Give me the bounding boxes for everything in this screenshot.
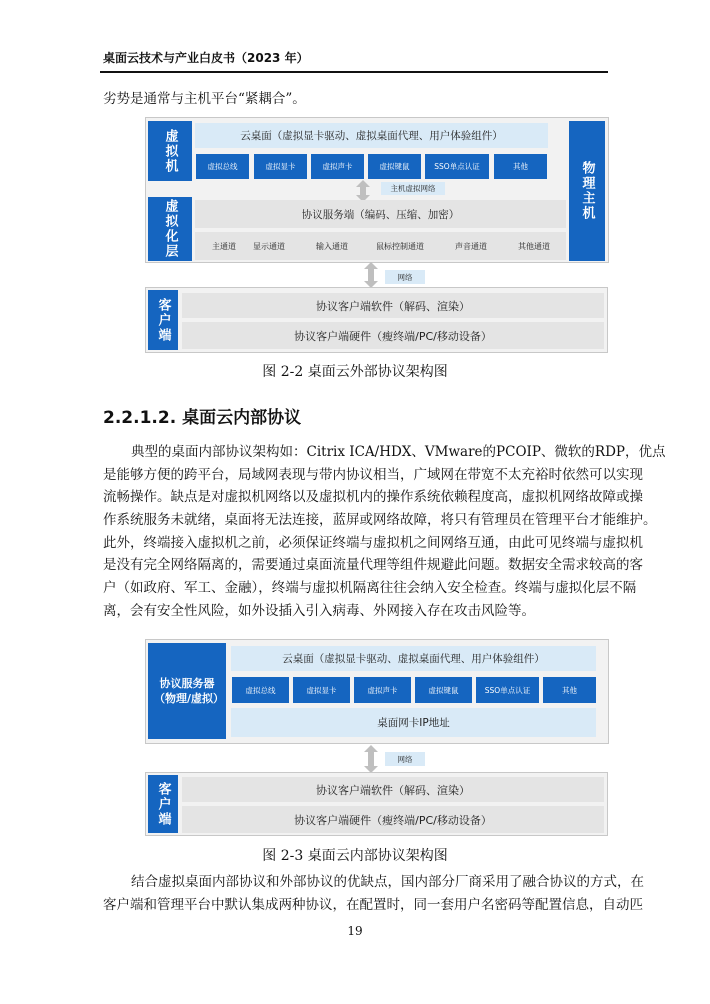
driver-other: 其他: [494, 154, 547, 179]
body-line-3: 流畅操作。缺点是对虚拟机网络以及虚拟机内的操作系统依赖程度高，虚拟机网络故障或操: [103, 489, 643, 506]
physical-host-label: 物理主机: [569, 121, 605, 261]
body-paragraph: [103, 441, 666, 623]
driver2-other: 其他: [543, 677, 596, 703]
figure2-caption: 图 2-3 桌面云内部协议架构图: [262, 848, 448, 864]
cloud-desktop-box-2: 云桌面（虚拟显卡驱动、虚拟桌面代理、用户体验组件）: [231, 646, 596, 671]
body-line-6: 是没有完全网络隔离的，需要通过桌面流量代理等组件规避此问题。数据安全需求较高的客: [103, 557, 643, 574]
client-hardware-box-2: 协议客户端硬件（瘦终端/PC/移动设备）: [182, 806, 604, 833]
driver2-virtual-sound: 虚拟声卡: [354, 677, 411, 703]
virtualization-layer-label: 虚拟化层: [148, 197, 192, 261]
cloud-desktop-box: 云桌面（虚拟显卡驱动、虚拟桌面代理、用户体验组件）: [195, 123, 548, 148]
network-arrow-2: [363, 745, 379, 773]
vm-label: 虚拟机: [148, 121, 192, 181]
driver2-virtual-bus: 虚拟总线: [232, 677, 289, 703]
page-number: 19: [347, 924, 363, 938]
channel-main: 主通道: [212, 241, 236, 251]
body-line-5: 此外，终端接入虚拟机之前，必须保证终端与虚拟机之间网络互通，由此可见终端与虚拟机: [103, 534, 643, 551]
channel-mouse-control: 鼠标控制通道: [376, 241, 424, 251]
nic-ip-box: 桌面网卡IP地址: [231, 708, 596, 737]
body-line-4: 作系统服务未就绪，桌面将无法连接，蓝屏或网络故障，将只有管理员在管理平台才能维护。: [103, 512, 657, 529]
network-tag: 网络: [385, 270, 425, 284]
channel-display: 显示通道: [253, 241, 285, 251]
driver2-virtual-kbm: 虚拟键鼠: [415, 677, 472, 703]
header-rule: [100, 71, 608, 73]
host-network-tag: 主机虚拟网络: [381, 182, 445, 195]
figure1-caption: 图 2-2 桌面云外部协议架构图: [262, 364, 448, 380]
driver-virtual-sound: 虚拟声卡: [311, 154, 364, 179]
protocol-server-box: 协议服务端（编码、压缩、加密）: [195, 200, 566, 228]
driver-sso: SSO单点认证: [425, 154, 489, 179]
driver-virtual-kbm: 虚拟键鼠: [368, 154, 421, 179]
channel-input: 输入通道: [316, 241, 348, 251]
protocol-server-label: 协议服务器（物理/虚拟）: [148, 643, 226, 739]
channel-other: 其他通道: [518, 241, 550, 251]
intro-line: [103, 88, 607, 111]
client-label: 客户端: [148, 290, 178, 350]
channel-sound: 声音通道: [455, 241, 487, 251]
closing-paragraph: [103, 871, 644, 916]
intro-text: 劣势是通常与主机平台“紧耦合”。: [103, 91, 306, 107]
body-line-7: 户（如政府、军工、金融），终端与虚拟机隔离往往会纳入安全检查。终端与虚拟化层不隔: [103, 580, 637, 597]
body-line-1: 典型的桌面内部协议架构如：Citrix ICA/HDX、VMware的PCOIP、微软的RDP，优点: [131, 444, 666, 460]
running-header: 桌面云技术与产业白皮书（2023 年）: [103, 51, 309, 65]
driver2-virtual-gpu: 虚拟显卡: [293, 677, 350, 703]
closing-line-2: 客户端和管理平台中默认集成两种协议，在配置时，同一套用户名密码等配置信息，自动匹: [103, 896, 643, 913]
body-line-8: 离，会有安全性风险，如外设插入引入病毒、外网接入存在攻击风险等。: [103, 602, 535, 619]
host-network-arrow: [355, 180, 371, 202]
body-line-2: 是能够方便的跨平台，局域网表现与带内协议相当，广域网在带宽不太充裕时依然可以实现: [103, 466, 643, 483]
client-hardware-box: 协议客户端硬件（瘦终端/PC/移动设备）: [182, 322, 604, 349]
client-label-2: 客户端: [148, 775, 178, 833]
driver2-sso: SSO单点认证: [476, 677, 539, 703]
driver-virtual-bus: 虚拟总线: [196, 154, 249, 179]
network-tag-2: 网络: [385, 752, 425, 766]
section-heading: 2.2.1.2. 桌面云内部协议: [103, 408, 302, 428]
client-software-box: 协议客户端软件（解码、渲染）: [182, 293, 604, 318]
driver-virtual-gpu: 虚拟显卡: [254, 154, 307, 179]
client-software-box-2: 协议客户端软件（解码、渲染）: [182, 777, 604, 802]
network-arrow: [363, 262, 379, 288]
closing-line-1: 结合虚拟桌面内部协议和外部协议的优缺点，国内部分厂商采用了融合协议的方式，在: [131, 874, 644, 890]
